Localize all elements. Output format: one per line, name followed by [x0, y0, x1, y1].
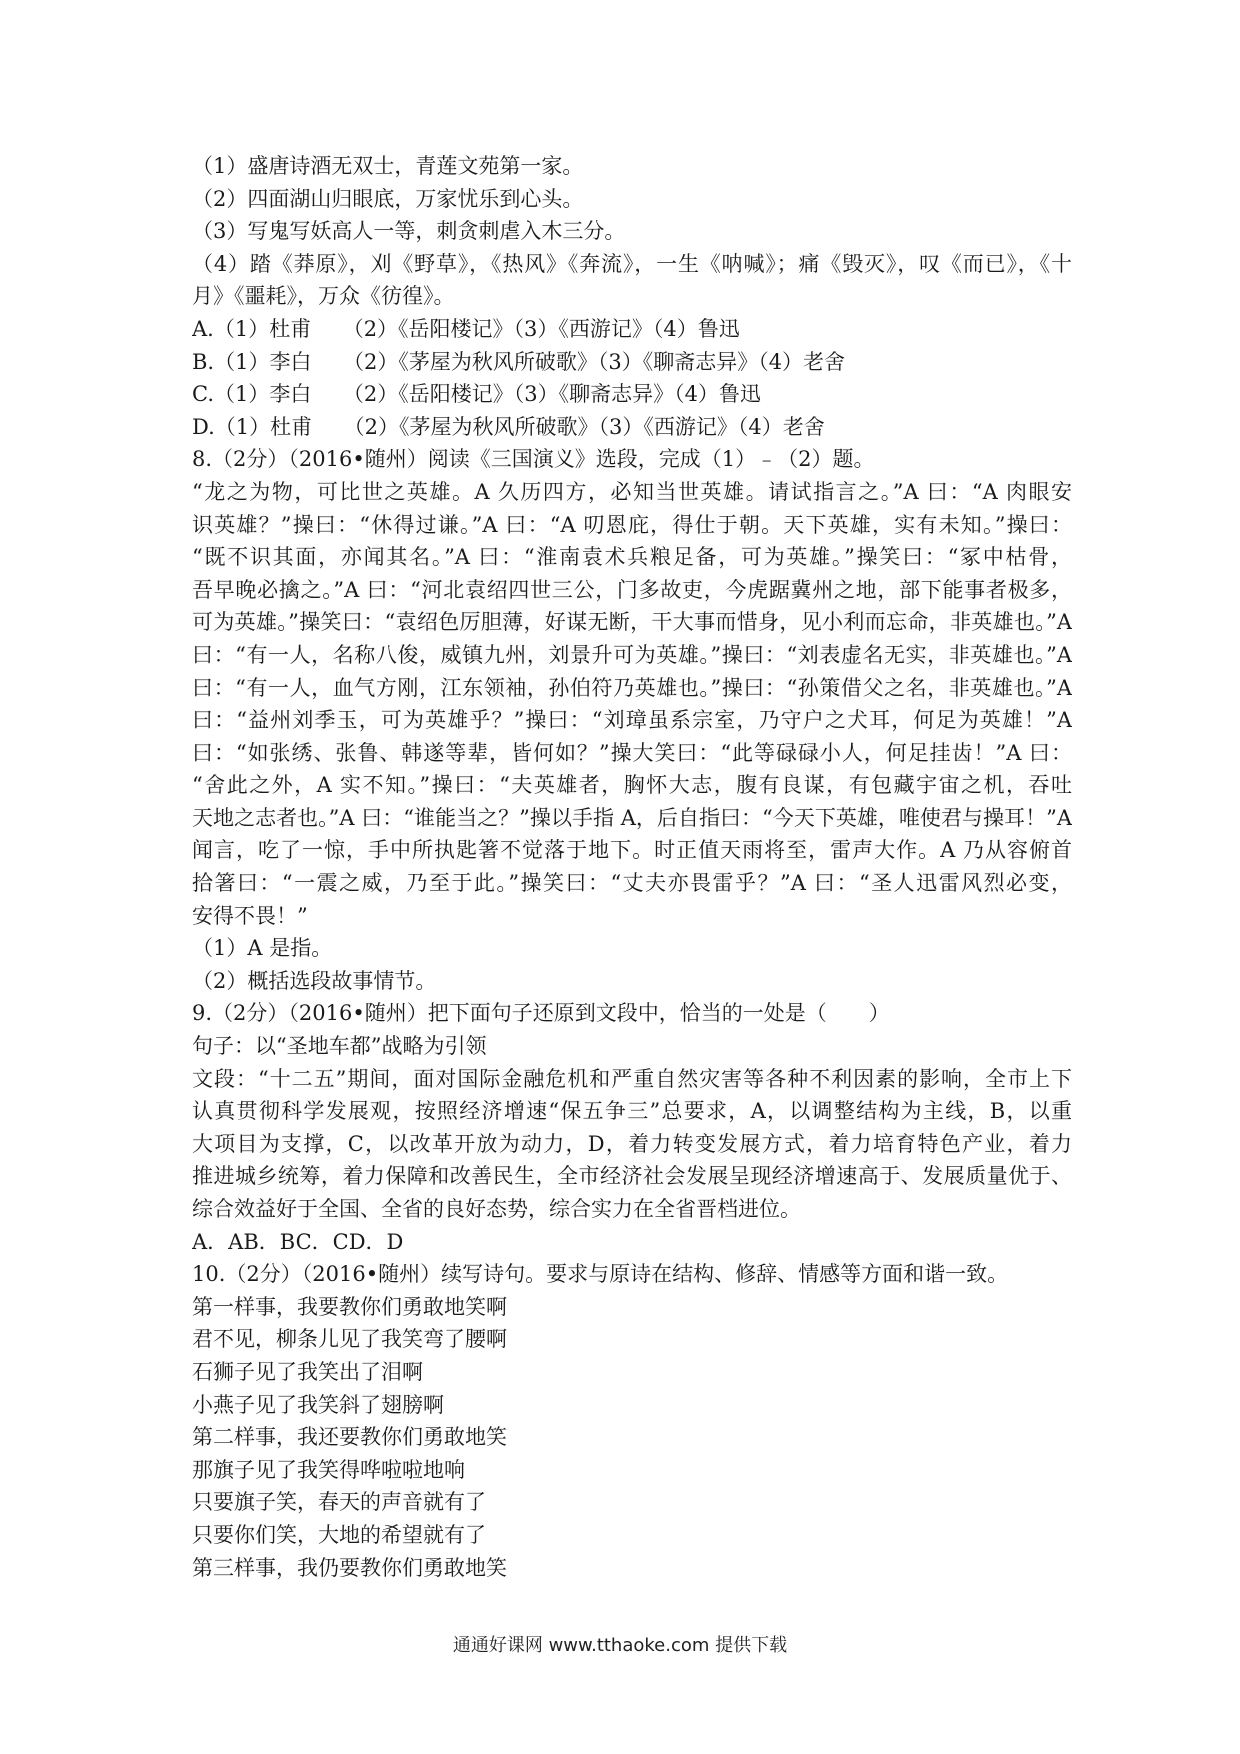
text-line: 吾早晚必擒之。”A 曰：“河北袁绍四世三公，门多故吏，今虎踞冀州之地，部下能事者极多，	[192, 577, 1072, 602]
text-line: 推进城乡统筹，着力保障和改善民生，全市经济社会发展呈现经济增速高于、发展质量优于、	[192, 1164, 1072, 1189]
page-footer: 通通好课网 www.tthaoke.com 提供下载	[452, 1635, 788, 1656]
text-line: B.（1）李白 （2）《茅屋为秋风所破歌》（3）《聊斋志异》（4）老舍	[192, 349, 846, 374]
text-line: （2）四面湖山归眼底，万家忧乐到心头。	[192, 186, 584, 211]
text-line: 大项目为支撑，C，以改革开放为动力，D，着力转变发展方式，着力培育特色产业，着力	[192, 1131, 1072, 1156]
text-line: 认真贯彻科学发展观，按照经济增速“保五争三”总要求，A，以调整结构为主线，B，以重	[192, 1099, 1072, 1124]
text-line: 识英雄？”操曰：“休得过谦。”A 曰：“A 叨恩庇，得仕于朝。天下英雄，实有未知。”操曰：	[192, 512, 1072, 537]
text-line: 月》《噩耗》，万众《彷徨》。	[192, 284, 455, 309]
text-line: 曰：“如张绣、张鲁、韩遂等辈，皆何如？”操大笑曰：“此等碌碌小人，何足挂齿！”A 曰：	[192, 740, 1072, 765]
text-line: “龙之为物，可比世之英雄。A 久历四方，必知当世英雄。请试指言之。”A 曰：“A 肉眼安	[192, 479, 1072, 504]
text-line: 拾箸曰：“一震之威，乃至于此。”操笑曰：“丈夫亦畏雷乎？”A 曰：“圣人迅雷风烈必变，	[192, 871, 1072, 896]
text-line: 第三样事，我仍要教你们勇敢地笑	[192, 1555, 507, 1580]
text-line: （4）踏《莽原》，刈《野草》，《热风》《奔流》，一生《呐喊》；痛《毁灭》，叹《而已》，《十	[192, 251, 1072, 276]
text-line: C.（1）李白 （2）《岳阳楼记》（3）《聊斋志异》（4）鲁迅	[192, 382, 761, 407]
text-line: 第一样事，我要教你们勇敢地笑啊	[192, 1294, 507, 1319]
text-line: 石狮子见了我笑出了泪啊	[192, 1359, 423, 1384]
text-line: 小燕子见了我笑斜了翅膀啊	[192, 1392, 444, 1417]
text-line: 综合效益好于全国、全省的良好态势，综合实力在全省晋档进位。	[192, 1197, 801, 1221]
text-line: 10.（2分）（2016•随州）续写诗句。要求与原诗在结构、修辞、情感等方面和谐一致。	[192, 1262, 1009, 1287]
text-line: 曰：“益州刘季玉，可为英雄乎？”操曰：“刘璋虽系宗室，乃守户之犬耳，何足为英雄！”A	[192, 708, 1072, 733]
text-line: 只要旗子笑，春天的声音就有了	[192, 1490, 486, 1515]
text-line: 句子：以“圣地车都”战略为引领	[192, 1034, 487, 1059]
text-line: “既不识其面，亦闻其名。”A 曰：“淮南袁术兵粮足备，可为英雄。”操笑曰：“冢中枯骨，	[192, 545, 1072, 570]
document-body	[192, 150, 1072, 1584]
text-line: 文段：“十二五”期间，面对国际金融危机和严重自然灾害等各种不利因素的影响，全市上下	[192, 1066, 1072, 1091]
text-line: 曰：“有一人，血气方刚，江东领袖，孙伯符乃英雄也。”操曰：“孙策借父之名，非英雄也。”A	[192, 675, 1072, 700]
text-line: A.（1）杜甫 （2）《岳阳楼记》（3）《西游记》（4）鲁迅	[192, 316, 740, 341]
text-line: 9.（2分）（2016•随州）把下面句子还原到文段中，恰当的一处是（ ）	[192, 1001, 890, 1026]
text-line: 那旗子见了我笑得哗啦啦地响	[192, 1457, 465, 1482]
text-line: 君不见，柳条儿见了我笑弯了腰啊	[192, 1327, 507, 1352]
text-line: 曰：“有一人，名称八俊，威镇九州，刘景升可为英雄。”操曰：“刘表虚名无实，非英雄也。”A	[192, 642, 1072, 667]
text-line: （1）A 是指。	[192, 936, 333, 961]
text-line: 闻言，吃了一惊，手中所执匙箸不觉落于地下。时正值天雨将至，雷声大作。A 乃从容俯首	[192, 838, 1072, 863]
text-line: 只要你们笑，大地的希望就有了	[192, 1522, 486, 1547]
text-line: “舍此之外，A 实不知。”操曰：“夫英雄者，胸怀大志，腹有良谋，有包藏宇宙之机，吞吐	[192, 773, 1072, 798]
text-line: 安得不畏！”	[192, 903, 308, 928]
text-line: 8.（2分）（2016•随州）阅读《三国演义》选段，完成（1）﹣（2）题。	[192, 447, 875, 472]
text-line: 天地之志者也。”A 曰：“谁能当之？”操以手指 A，后自指曰：“今天下英雄，唯使君与操耳！”A	[192, 805, 1072, 830]
text-line: （3）写鬼写妖高人一等，刺贪刺虐入木三分。	[192, 219, 626, 244]
text-line: 可为英雄。”操笑曰：“袁绍色厉胆薄，好谋无断，干大事而惜身，见小利而忘命，非英雄也。”A	[192, 610, 1072, 635]
text-line: A．AB．BC．CD．D	[192, 1229, 404, 1254]
text-line: （1）盛唐诗酒无双士，青莲文苑第一家。	[192, 154, 584, 178]
text-line: （2）概括选段故事情节。	[192, 968, 437, 993]
text-line: 第二样事，我还要教你们勇敢地笑	[192, 1425, 507, 1450]
text-line: D.（1）杜甫 （2）《茅屋为秋风所破歌》（3）《西游记》（4）老舍	[192, 414, 825, 439]
